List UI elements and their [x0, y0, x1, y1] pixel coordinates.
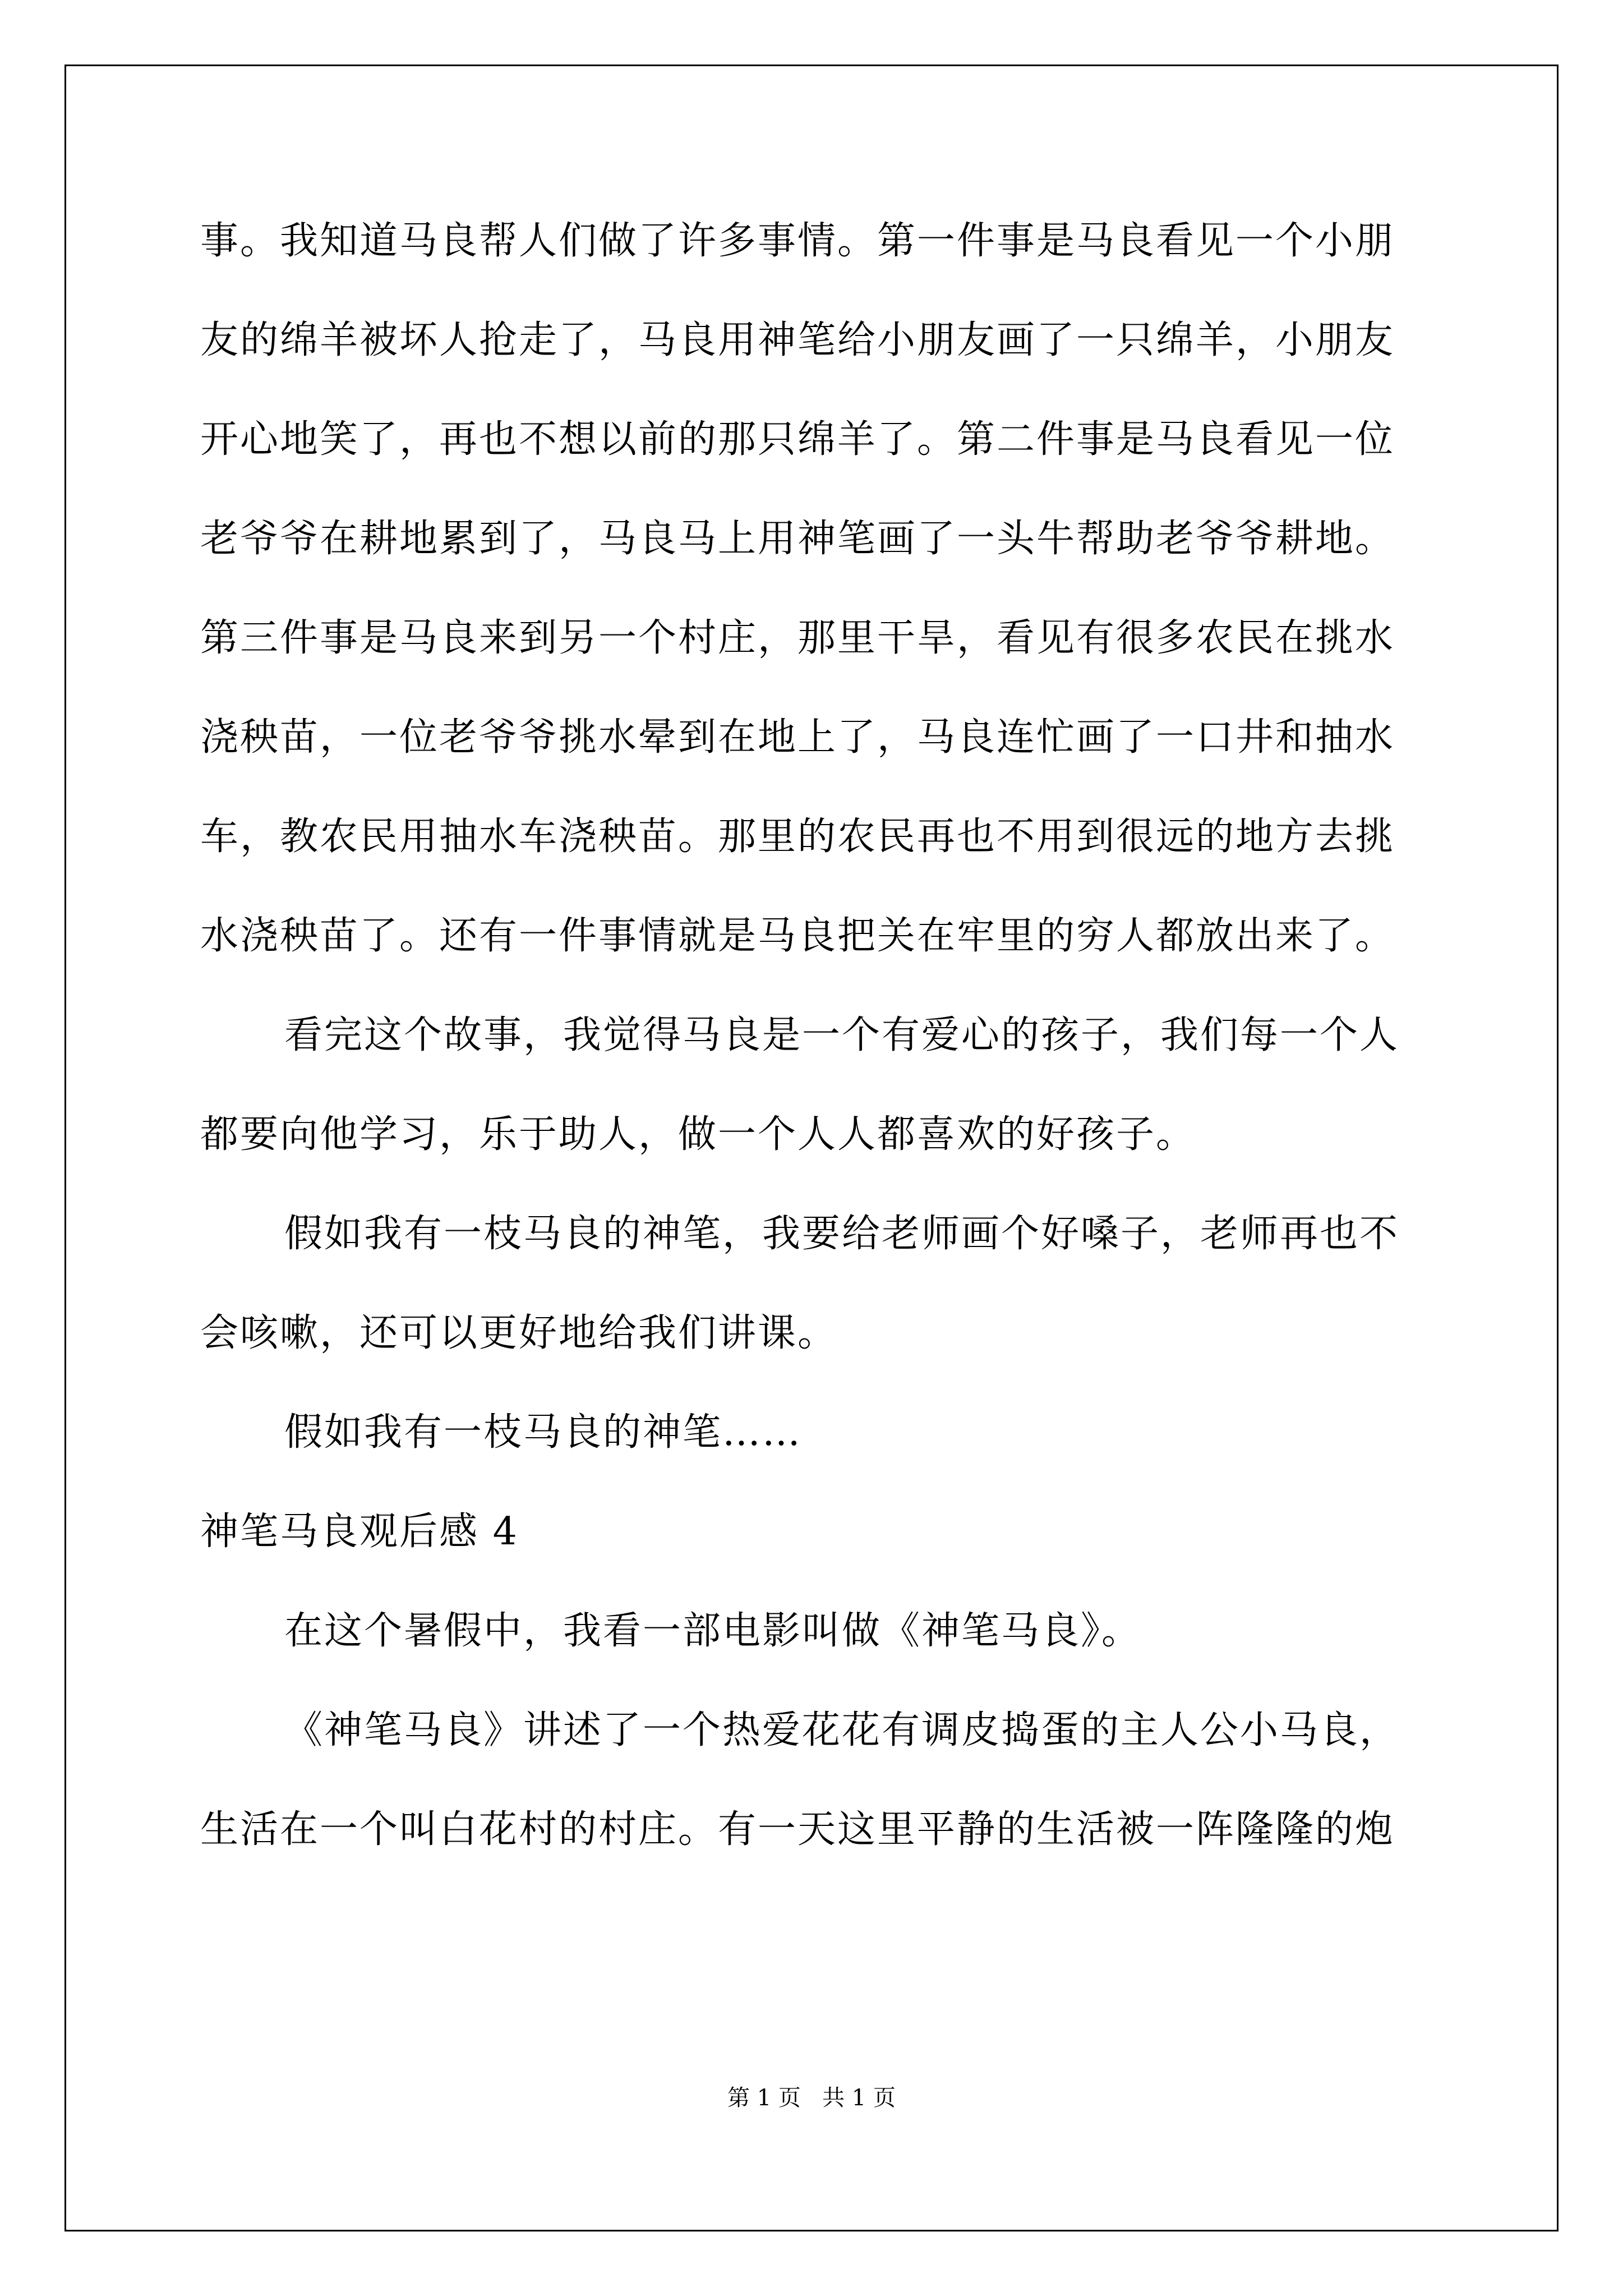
paragraph-start-line: 看完这个故事，我觉得马良是一个有爱心的孩子，我们每一个人 [284, 1013, 1400, 1057]
text-line: 车，教农民用抽水车浇秧苗。那里的农民再也不用到很远的地方去挑 [200, 815, 1395, 859]
section-heading: 神笔马良观后感 4 [200, 1510, 519, 1554]
text-line: 浇秧苗，一位老爷爷挑水晕到在地上了，马良连忙画了一口井和抽水 [200, 715, 1395, 760]
text-line: 友的绵羊被坏人抢走了，马良用神笔给小朋友画了一只绵羊，小朋友 [200, 318, 1395, 362]
text-line: 都要向他学习，乐于助人，做一个人人都喜欢的好孩子。 [200, 1112, 1196, 1157]
paragraph-start-line: 在这个暑假中，我看一部电影叫做《神笔马良》。 [284, 1609, 1142, 1653]
text-line: 第三件事是马良来到另一个村庄，那里干旱，看见有很多农民在挑水 [200, 616, 1395, 660]
text-line: 会咳嗽，还可以更好地给我们讲课。 [200, 1311, 838, 1355]
paragraph-start-line: 假如我有一枝马良的神笔，我要给老师画个好嗓子，老师再也不 [284, 1212, 1400, 1256]
paragraph-start-line: 《神笔马良》讲述了一个热爱花花有调皮捣蛋的主人公小马良， [284, 1708, 1400, 1752]
text-line: 事。我知道马良帮人们做了许多事情。第一件事是马良看见一个小朋 [200, 219, 1395, 263]
text-line: 生活在一个叫白花村的村庄。有一天这里平静的生活被一阵隆隆的炮 [200, 1807, 1395, 1852]
page-footer: 第 1 页 共 1 页 [727, 2085, 896, 2111]
paragraph-start-line: 假如我有一枝马良的神笔…… [284, 1410, 803, 1455]
text-line: 老爷爷在耕地累到了，马良马上用神笔画了一头牛帮助老爷爷耕地。 [200, 517, 1395, 561]
text-line: 水浇秧苗了。还有一件事情就是马良把关在牢里的穷人都放出来了。 [200, 914, 1395, 958]
text-line: 开心地笑了，再也不想以前的那只绵羊了。第二件事是马良看见一位 [200, 417, 1395, 462]
